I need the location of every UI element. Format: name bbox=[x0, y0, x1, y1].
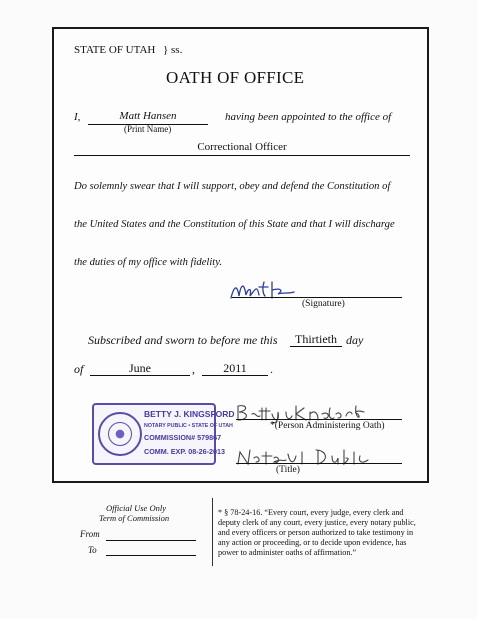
comma: , bbox=[192, 362, 195, 376]
state-seal-icon bbox=[98, 412, 142, 456]
vertical-divider bbox=[212, 498, 213, 566]
title-signature bbox=[234, 446, 374, 468]
year-value: 2011 bbox=[223, 361, 247, 375]
state-line: STATE OF UTAH bbox=[74, 44, 156, 56]
print-name-caption: (Print Name) bbox=[124, 124, 172, 134]
day-value: Thirtieth bbox=[295, 332, 337, 346]
stamp-line-2: NOTARY PUBLIC • STATE OF UTAH bbox=[144, 423, 233, 429]
page-title: OATH OF OFFICE bbox=[166, 68, 305, 87]
period: . bbox=[270, 362, 273, 376]
statute-line-5: power to administer oaths of affirmation.” bbox=[218, 548, 357, 557]
to-line bbox=[106, 555, 196, 556]
signature-caption: (Signature) bbox=[302, 299, 345, 309]
stamp-line-4: COMM. EXP. 08-26-2013 bbox=[144, 447, 225, 456]
statute-line-1: * § 78-24-16. “Every court, every judge, every clerk and bbox=[218, 508, 404, 517]
official-use-heading: Official Use Only bbox=[106, 503, 166, 513]
sworn-text: Subscribed and sworn to before me this bbox=[88, 333, 278, 347]
oath-line-1: Do solemnly swear that I will support, obey and defend the Constitution of bbox=[74, 181, 391, 192]
office-line bbox=[74, 155, 410, 156]
stamp-line-1: BETTY J. KINGSFORD bbox=[144, 409, 235, 419]
oath-line-2: the United States and the Constitution of this State and that I will discharge bbox=[74, 219, 395, 230]
office-value: Correctional Officer bbox=[197, 141, 287, 153]
notary-stamp bbox=[92, 403, 235, 465]
prefix-i: I, bbox=[74, 111, 81, 123]
oath-line-3: the duties of my office with fidelity. bbox=[74, 257, 222, 268]
statute-line-4: any action or proceeding, or to decide upon evidence, has bbox=[218, 538, 407, 547]
from-label: From bbox=[80, 529, 100, 539]
to-label: To bbox=[88, 545, 97, 555]
signature-line bbox=[232, 297, 402, 298]
day-word: day bbox=[346, 333, 364, 347]
title-line bbox=[236, 463, 402, 464]
title-caption: (Title) bbox=[276, 465, 300, 475]
stamp-line-3: COMMISSION# 579867 bbox=[144, 433, 222, 442]
administering-caption: *(Person Administering Oath) bbox=[270, 421, 385, 431]
administering-line bbox=[236, 419, 402, 420]
appointed-text: having been appointed to the office of bbox=[225, 111, 392, 123]
officer-signature bbox=[228, 278, 298, 304]
statute-line-3: and every officers or person authorized to take testimony in bbox=[218, 528, 414, 537]
print-name-value: Matt Hansen bbox=[119, 110, 177, 122]
ss-mark: } ss. bbox=[163, 44, 183, 56]
term-heading: Term of Commission bbox=[99, 513, 170, 523]
statute-line-2: deputy clerk of any court, every justice, every notary public, bbox=[218, 518, 416, 527]
of-word: of bbox=[74, 362, 84, 376]
from-line bbox=[106, 540, 196, 541]
month-value: June bbox=[129, 361, 151, 375]
